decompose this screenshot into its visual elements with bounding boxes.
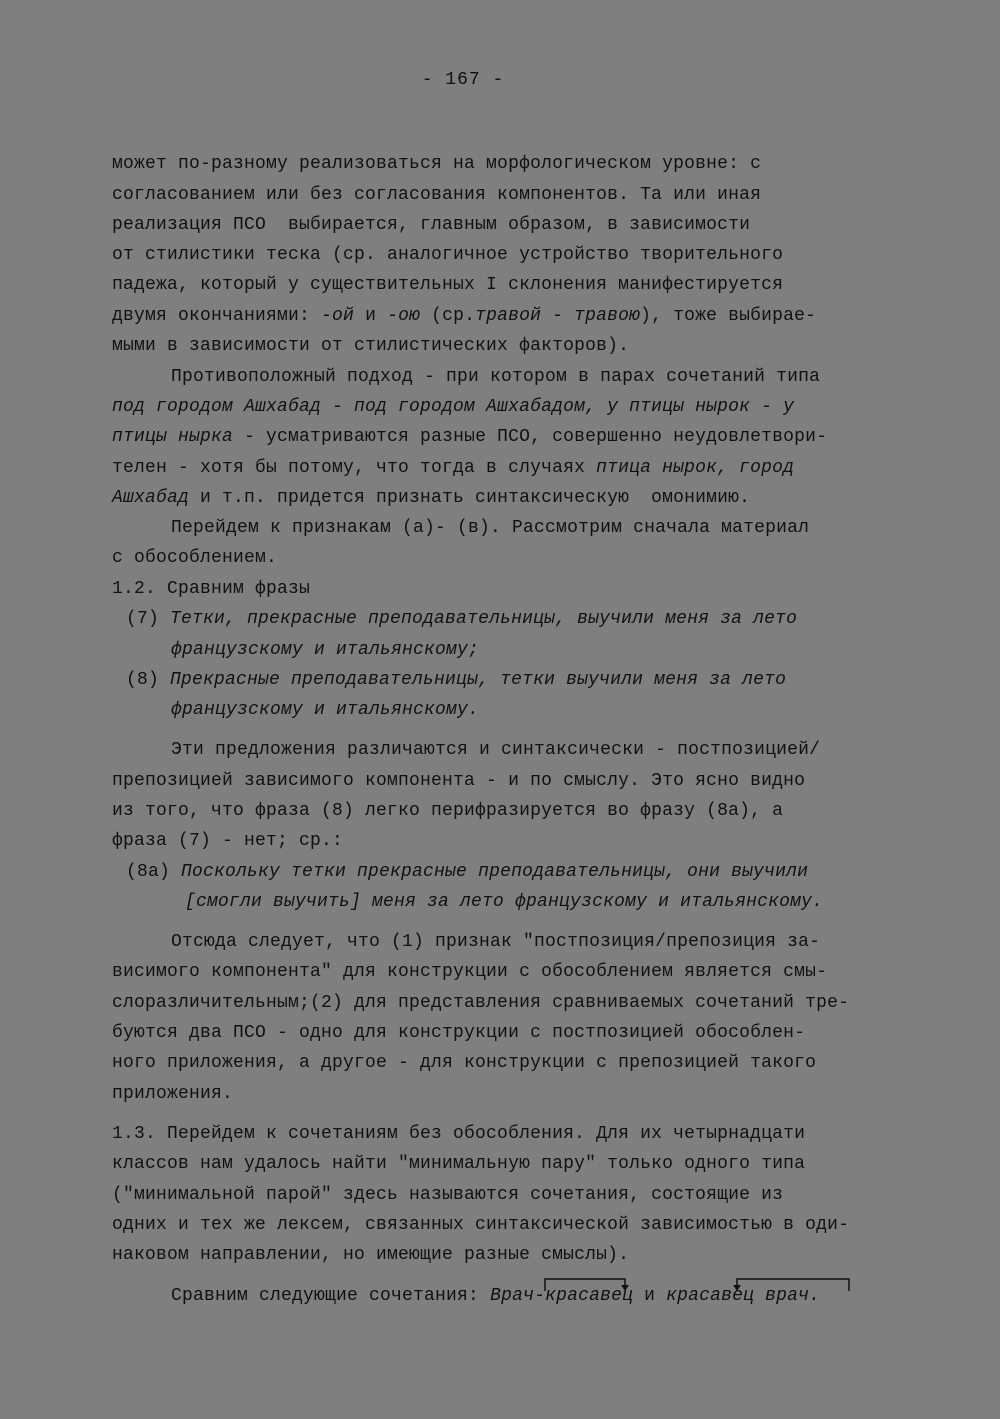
- text-line: приложения.: [112, 1084, 234, 1104]
- text-line: наковом направлении, но имеющие разные смыслы).: [112, 1245, 630, 1265]
- text-line: классов нам удалось найти "минимальную пару" только одного типа: [112, 1154, 806, 1174]
- text-line: фраза (7) - нет; ср.:: [112, 831, 344, 851]
- text-line: может по-разному реализоваться на морфологическом уровне: с: [112, 154, 762, 174]
- example-7: (7) Тетки, прекрасные преподавательницы, выучили меня за лето: [126, 609, 798, 629]
- text-line: с обособлением.: [112, 548, 278, 568]
- text-line: ("минимальной парой" здесь называются сочетания, состоящие из: [112, 1185, 784, 1205]
- text-line: препозицией зависимого компонента - и по смыслу. Это ясно видно: [112, 771, 806, 791]
- text-line: Противоположный подход - при котором в парах сочетаний типа: [171, 367, 821, 387]
- text-line: от стилистики теска (ср. аналогичное устройство творительного: [112, 245, 784, 265]
- text-line: реализация ПСО выбирается, главным образом, в зависимости: [112, 215, 751, 235]
- text-line: Сравним следующие сочетания: Врач-красавец и красавец врач.: [171, 1286, 821, 1306]
- text-line: одних и тех же лексем, связанных синтаксической зависимостью в оди-: [112, 1215, 850, 1235]
- text-line: из того, что фраза (8) легко перифразируется во фразу (8а), а: [112, 801, 784, 821]
- text-line: согласованием или без согласования компонентов. Та или иная: [112, 185, 762, 205]
- example-8-cont: французскому и итальянскому.: [171, 700, 480, 720]
- text-line: ного приложения, а другое - для конструкции с препозицией такого: [112, 1053, 817, 1073]
- text-line: под городом Ашхабад - под городом Ашхабадом, у птицы нырок - у: [112, 397, 795, 417]
- example-8a: (8а) Поскольку тетки прекрасные преподавательницы, они выучили: [126, 862, 809, 882]
- text-line: двумя окончаниями: -ой и -ою (ср.травой - травою), тоже выбирае-: [112, 306, 817, 326]
- text-line: слоразличительным;(2) для представления сравниваемых сочетаний тре-: [112, 993, 850, 1013]
- text-line: мыми в зависимости от стилистических факторов).: [112, 336, 630, 356]
- example-8: (8) Прекрасные преподавательницы, тетки выучили меня за лето: [126, 670, 787, 690]
- text-line: Перейдем к признакам (а)- (в). Рассмотрим сначала материал: [171, 518, 810, 538]
- text-line: Ашхабад и т.п. придется признать синтаксическую омонимию.: [112, 488, 751, 508]
- text-line: Отсюда следует, что (1) признак "постпозиция/препозиция за-: [171, 932, 821, 952]
- text-line: висимого компонента" для конструкции с обособлением является смы-: [112, 962, 828, 982]
- text-line: телен - хотя бы потому, что тогда в случаях птица нырок, город: [112, 458, 795, 478]
- section-heading: 1.3. Перейдем к сочетаниям без обособления. Для их четырнадцати: [112, 1124, 806, 1144]
- page-number: - 167 -: [421, 70, 505, 90]
- example-8a-cont: [смогли выучить] меня за лето французскому и итальянскому.: [185, 892, 824, 912]
- section-heading: 1.2. Сравним фразы: [112, 579, 311, 599]
- text-line: птицы нырка - усматриваются разные ПСО, совершенно неудовлетвори-: [112, 427, 828, 447]
- text-line: буются два ПСО - одно для конструкции с постпозицией обособлен-: [112, 1023, 806, 1043]
- text-line: Эти предложения различаются и синтаксически - постпозицией/: [171, 740, 821, 760]
- text-line: падежа, который у существительных I склонения манифестируется: [112, 275, 784, 295]
- example-7-cont: французскому и итальянскому;: [171, 640, 480, 660]
